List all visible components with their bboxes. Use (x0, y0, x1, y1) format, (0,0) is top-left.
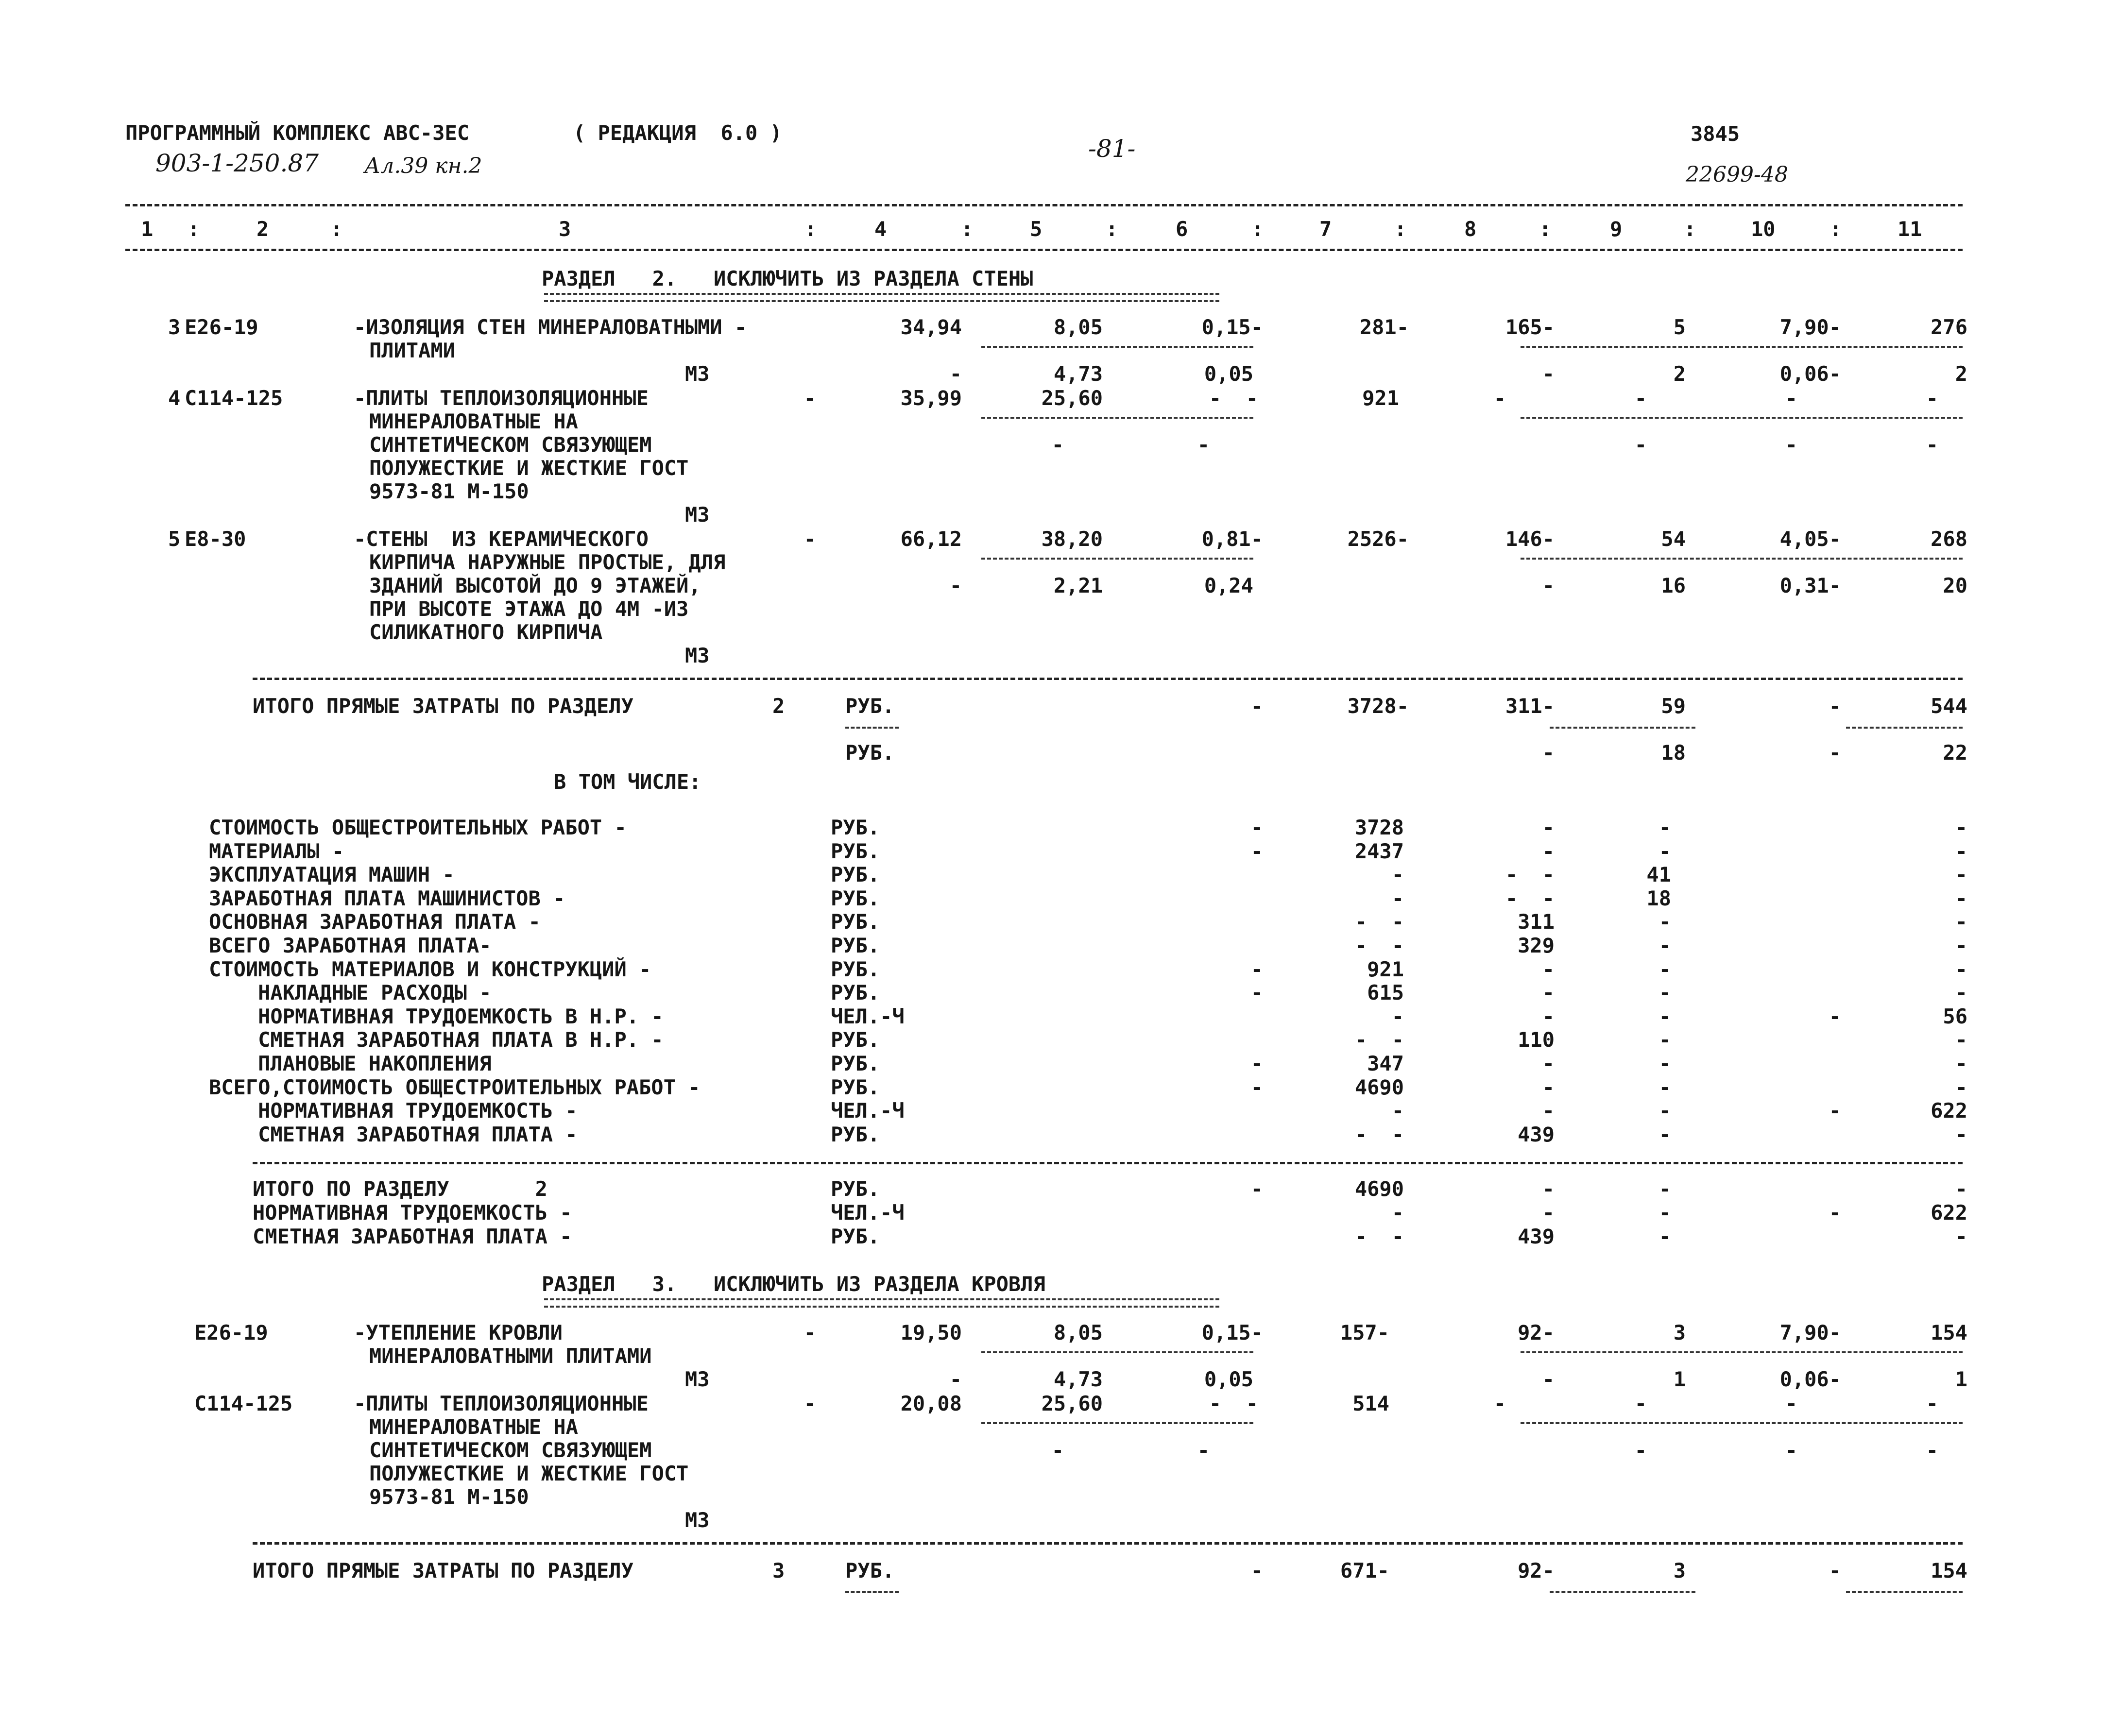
row-unit: РУБ. (831, 816, 880, 839)
cell-c11: 1 (1955, 1367, 1967, 1391)
col-header-8: 8 (1464, 217, 1477, 241)
col-sep: : (804, 217, 817, 241)
cell-c6: - (1197, 1438, 1210, 1462)
cell-c11: - (1926, 1438, 1938, 1462)
cell-c9: - (1634, 1392, 1647, 1415)
item-desc-line: 9573-81 М-150 (369, 479, 529, 503)
cell-c7: - (1391, 886, 1404, 910)
item-desc-line: -ИЗОЛЯЦИЯ СТЕН МИНЕРАЛОВАТНЫМИ - (354, 315, 747, 339)
cell-c4: - (949, 362, 962, 386)
item-desc-line: КИРПИЧА НАРУЖНЫЕ ПРОСТЫЕ, ДЛЯ (369, 550, 726, 574)
cell-c4: - (949, 1367, 962, 1391)
col-header-6: 6 (1176, 217, 1188, 241)
item-desc-line: -ПЛИТЫ ТЕПЛОИЗОЛЯЦИОННЫЕ (354, 1392, 649, 1415)
item-desc-line: СИНТЕТИЧЕСКОМ СВЯЗУЮЩЕМ (369, 433, 652, 457)
cell-c11: - (1955, 1075, 1967, 1099)
rule (1846, 727, 1963, 729)
cell-c9: 54 (1661, 527, 1686, 551)
cell-c9: - (1658, 839, 1671, 863)
cell-c8: 146- (1505, 527, 1555, 551)
cell-c7: 4690 (1354, 1177, 1404, 1201)
rule (1550, 727, 1695, 729)
including-label: В ТОМ ЧИСЛЕ: (554, 770, 701, 794)
cell-c10: - (1829, 741, 1841, 765)
cell-c10: - (1829, 1559, 1841, 1583)
row-label: ПЛАНОВЫЕ НАКОПЛЕНИЯ (209, 1052, 492, 1075)
col-sep: : (1829, 217, 1842, 241)
col-sep: : (1539, 217, 1552, 241)
rule (981, 1351, 1253, 1353)
col-sep: : (1394, 217, 1407, 241)
rule (1521, 346, 1963, 348)
cell-c8: - (1542, 1367, 1555, 1391)
cell-c5: 4,73 (1053, 1367, 1103, 1391)
row-label: МАТЕРИАЛЫ - (209, 839, 344, 863)
cell-c9: - (1658, 1028, 1671, 1052)
cell-c5: 8,05 (1053, 1321, 1103, 1345)
cell-c7: - - (1354, 910, 1404, 934)
cell-c8: - (1542, 1099, 1555, 1123)
cell-c9: - (1658, 816, 1671, 839)
rule (1521, 1351, 1963, 1353)
item-unit: М3 (685, 362, 710, 386)
cell-c7: - - (1354, 934, 1404, 957)
rule (981, 1422, 1253, 1424)
item-desc-line: ПОЛУЖЕСТКИЕ И ЖЕСТКИЕ ГОСТ (369, 1462, 689, 1485)
cell-c11: - (1955, 1052, 1967, 1075)
cell-c7: - (1391, 1004, 1404, 1028)
cell-c5: 25,60 (1041, 386, 1103, 410)
row-unit: РУБ. (831, 839, 880, 863)
cell-c4: 19,50 (900, 1321, 962, 1345)
row-unit: РУБ. (831, 1225, 880, 1248)
total-label: ИТОГО ПРЯМЫЕ ЗАТРАТЫ ПО РАЗДЕЛУ (253, 694, 633, 718)
cell-c8: 439 (1518, 1122, 1555, 1146)
rule (981, 417, 1253, 419)
row-unit: РУБ. (831, 981, 880, 1005)
header-rule-bottom (125, 249, 1963, 251)
cell-c11: - (1926, 386, 1938, 410)
section-2-title: РАЗДЕЛ 2. ИСКЛЮЧИТЬ ИЗ РАЗДЕЛА СТЕНЫ (542, 267, 1033, 290)
cell-c6: - (1250, 839, 1263, 863)
cell-c9: - (1658, 1099, 1671, 1123)
cell-c9: 3 (1673, 1559, 1686, 1583)
cell-c5: 2,21 (1053, 574, 1103, 597)
col-header-1: 1 (141, 217, 154, 241)
cell-c7: - - (1354, 1028, 1404, 1052)
row-unit: РУБ. (831, 910, 880, 934)
total-label: ИТОГО ПРЯМЫЕ ЗАТРАТЫ ПО РАЗДЕЛУ (253, 1559, 633, 1583)
cell-c8: - (1542, 1177, 1555, 1201)
cell-c8: 92- (1518, 1321, 1555, 1345)
cell-c9: 18 (1661, 741, 1686, 765)
doc-number: 3845 (1691, 122, 1740, 146)
cell-c11: 20 (1943, 574, 1967, 597)
col-sep: : (1106, 217, 1118, 241)
cell-c7: - - (1354, 1122, 1404, 1146)
cell-c9: - (1658, 1004, 1671, 1028)
cell-c9: - (1658, 910, 1671, 934)
cell-c9: 3 (1673, 1321, 1686, 1345)
cell-c6: 0,15- (1201, 1321, 1263, 1345)
cell-c4: 20,08 (900, 1392, 962, 1415)
rule (1550, 1591, 1695, 1593)
cell-c8: - (1542, 839, 1555, 863)
cell-c5: 38,20 (1041, 527, 1103, 551)
cell-c9: 59 (1661, 694, 1686, 718)
total-unit: РУБ. (845, 694, 895, 718)
row-unit: ЧЕЛ.-Ч (831, 1004, 905, 1028)
cell-c6: - (1250, 957, 1263, 981)
cell-c11: - (1955, 981, 1967, 1005)
cell-c10: 0,31- (1779, 574, 1841, 597)
cell-c7: 2437 (1354, 839, 1404, 863)
col-header-7: 7 (1319, 217, 1332, 241)
col-sep: : (961, 217, 974, 241)
cell-c7: 2526- (1347, 527, 1409, 551)
cell-c10: - (1785, 433, 1797, 457)
row-label: НОРМАТИВНАЯ ТРУДОЕМКОСТЬ - (209, 1099, 578, 1123)
row-unit: РУБ. (831, 957, 880, 981)
item-desc-line: МИНЕРАЛОВАТНЫМИ ПЛИТАМИ (369, 1344, 652, 1368)
item-unit: М3 (685, 1367, 710, 1391)
cell-c11: - (1955, 863, 1967, 887)
total-unit: РУБ. (845, 1559, 895, 1583)
cell-c7: - (1391, 863, 1404, 887)
row-label: НОРМАТИВНАЯ ТРУДОЕМКОСТЬ В Н.Р. - (209, 1004, 664, 1028)
cell-c7: 4690 (1354, 1075, 1404, 1099)
section-3-title: РАЗДЕЛ 3. ИСКЛЮЧИТЬ ИЗ РАЗДЕЛА КРОВЛЯ (542, 1272, 1045, 1296)
cell-c9: 2 (1673, 362, 1686, 386)
section-2-items-rule (253, 678, 1963, 680)
cell-c10: 4,05- (1779, 527, 1841, 551)
section-2-underline (544, 293, 1219, 302)
reg-number: 22699-48 (1686, 162, 1788, 187)
cell-c4: - (949, 574, 962, 597)
cell-c8: 439 (1518, 1225, 1555, 1248)
rate-code: Е8-30 (185, 527, 246, 551)
item-desc-line: ПЛИТАМИ (369, 339, 456, 362)
cell-c6: - (1250, 1559, 1263, 1583)
cell-c9: - (1658, 1075, 1671, 1099)
row-label: СМЕТНАЯ ЗАРАБОТНАЯ ПЛАТА В Н.Р. - (209, 1028, 664, 1052)
cell-c9: - (1634, 433, 1647, 457)
col-header-5: 5 (1030, 217, 1043, 241)
row-unit: РУБ. (831, 886, 880, 910)
total-section-number: 3 (772, 1559, 785, 1583)
cell-c7: - - (1354, 1225, 1404, 1248)
row-unit: РУБ. (831, 934, 880, 957)
cell-c10: - (1785, 1438, 1797, 1462)
cell-c8: - - (1505, 886, 1555, 910)
col-sep: : (330, 217, 343, 241)
item-number: 3 (168, 315, 181, 339)
cell-c10: 7,90- (1779, 1321, 1841, 1345)
cell-c5: 25,60 (1041, 1392, 1103, 1415)
cell-c5: 8,05 (1053, 315, 1103, 339)
cell-c5: - (1051, 433, 1064, 457)
album-label: Ал.39 кн.2 (364, 153, 482, 178)
cell-c8: - (1542, 1052, 1555, 1075)
cell-c9: 1 (1673, 1367, 1686, 1391)
cell-c10: - (1829, 694, 1841, 718)
cell-c6: 0,24 (1204, 574, 1253, 597)
rule (1521, 558, 1963, 560)
cell-c10: 0,06- (1779, 1367, 1841, 1391)
section-3-items-rule (253, 1542, 1963, 1545)
cell-c10: - (1829, 1201, 1841, 1225)
col-sep: : (1684, 217, 1696, 241)
row-unit: РУБ. (831, 863, 880, 887)
cell-c7: 921 (1362, 386, 1399, 410)
cell-c8: 311 (1518, 910, 1555, 934)
cell-c11: - (1955, 957, 1967, 981)
cell-c4: 34,94 (900, 315, 962, 339)
item-desc-line: ПОЛУЖЕСТКИЕ И ЖЕСТКИЕ ГОСТ (369, 456, 689, 480)
cell-c10: - (1785, 386, 1797, 410)
row-unit: РУБ. (831, 1122, 880, 1146)
cell-c6: 0,05 (1204, 1367, 1253, 1391)
cell-c7: 921 (1367, 957, 1404, 981)
cell-c6: 0,15- (1201, 315, 1263, 339)
cell-c9: 16 (1661, 574, 1686, 597)
row-label: СМЕТНАЯ ЗАРАБОТНАЯ ПЛАТА - (209, 1122, 578, 1146)
cell-c8: - (1542, 1075, 1555, 1099)
col-header-2: 2 (256, 217, 269, 241)
item-desc-line: МИНЕРАЛОВАТНЫЕ НА (369, 1415, 578, 1439)
cell-c9: 5 (1673, 315, 1686, 339)
cell-c8: - (1542, 816, 1555, 839)
program-title: ПРОГРАММНЫЙ КОМПЛЕКС АВС-3ЕС (125, 121, 470, 145)
cell-c11: 268 (1931, 527, 1967, 551)
cell-c7: - (1391, 1201, 1404, 1225)
cell-c8: - (1542, 362, 1555, 386)
cell-c11: - (1955, 1225, 1967, 1248)
cell-c9: - (1658, 934, 1671, 957)
row-label: СМЕТНАЯ ЗАРАБОТНАЯ ПЛАТА - (253, 1225, 572, 1248)
cell-c8: - (1542, 1004, 1555, 1028)
cell-c8: 110 (1518, 1028, 1555, 1052)
cell-c11: 154 (1931, 1321, 1967, 1345)
cell-c6: - (1250, 694, 1263, 718)
cell-c11: - (1955, 839, 1967, 863)
row-label: ЭКСПЛУАТАЦИЯ МАШИН - (209, 863, 455, 887)
cell-c8: 165- (1505, 315, 1555, 339)
cell-c11: 622 (1931, 1099, 1967, 1123)
item-desc-line: СИНТЕТИЧЕСКОМ СВЯЗУЮЩЕМ (369, 1438, 652, 1462)
rule (981, 558, 1253, 560)
cell-c8: - (1493, 1392, 1506, 1415)
total-unit: РУБ. (845, 741, 895, 765)
cell-c6: - - (1209, 386, 1258, 410)
item-desc-line: ПРИ ВЫСОТЕ ЭТАЖА ДО 4М -ИЗ (369, 597, 689, 621)
rate-code: Е26-19 (185, 315, 258, 339)
cell-c10: - (1785, 1392, 1797, 1415)
item-number: 5 (168, 527, 181, 551)
page-number: -81- (1088, 135, 1136, 163)
row-label: ЗАРАБОТНАЯ ПЛАТА МАШИНИСТОВ - (209, 886, 565, 910)
rate-code: С114-125 (194, 1392, 293, 1415)
cell-c9: 41 (1646, 863, 1671, 887)
row-label: НОРМАТИВНАЯ ТРУДОЕМКОСТЬ - (253, 1201, 572, 1225)
cell-c11: - (1955, 934, 1967, 957)
cell-c11: 154 (1931, 1559, 1967, 1583)
item-desc-line: -УТЕПЛЕНИЕ КРОВЛИ (354, 1321, 563, 1345)
cell-c3: - (804, 1321, 816, 1345)
rule (1846, 1591, 1963, 1593)
cell-c9: - (1634, 1438, 1647, 1462)
cell-c11: - (1955, 816, 1967, 839)
cell-c11: 22 (1943, 741, 1967, 765)
cell-c11: - (1955, 1177, 1967, 1201)
item-desc-line: МИНЕРАЛОВАТНЫЕ НА (369, 409, 578, 433)
row-label: ОСНОВНАЯ ЗАРАБОТНАЯ ПЛАТА - (209, 910, 541, 934)
row-label: ВСЕГО ЗАРАБОТНАЯ ПЛАТА- (209, 934, 492, 957)
row-label: НАКЛАДНЫЕ РАСХОДЫ - (209, 981, 492, 1005)
item-unit: М3 (685, 503, 710, 527)
cell-c8: - (1542, 981, 1555, 1005)
cell-c7: 514 (1352, 1392, 1389, 1415)
cell-c11: 56 (1943, 1004, 1967, 1028)
cell-c8: 92- (1518, 1559, 1555, 1583)
cell-c6: - - (1209, 1392, 1258, 1415)
item-desc-line: СИЛИКАТНОГО КИРПИЧА (369, 620, 603, 644)
total-section-number: 2 (772, 694, 785, 718)
edition-label: ( РЕДАКЦИЯ 6.0 ) (573, 121, 782, 145)
cell-c10: - (1829, 1099, 1841, 1123)
item-unit: М3 (685, 644, 710, 667)
cell-c10: 0,06- (1779, 362, 1841, 386)
col-header-9: 9 (1610, 217, 1623, 241)
cell-c10: 7,90- (1779, 315, 1841, 339)
cell-c11: 544 (1931, 694, 1967, 718)
cell-c9: - (1658, 957, 1671, 981)
cell-c8: 329 (1518, 934, 1555, 957)
cell-c6: - (1250, 1075, 1263, 1099)
rule (981, 346, 1253, 348)
cell-c6: - (1250, 816, 1263, 839)
cell-c9: - (1658, 981, 1671, 1005)
cell-c6: - (1250, 1052, 1263, 1075)
row-label: СТОИМОСТЬ МАТЕРИАЛОВ И КОНСТРУКЦИЙ - (209, 957, 651, 981)
row-unit: РУБ. (831, 1177, 880, 1201)
item-desc-line: 9573-81 М-150 (369, 1485, 529, 1509)
cell-c11: 622 (1931, 1201, 1967, 1225)
row-unit: РУБ. (831, 1028, 880, 1052)
col-header-4: 4 (874, 217, 887, 241)
cell-c4: 66,12 (900, 527, 962, 551)
col-sep: : (188, 217, 200, 241)
cell-c11: - (1926, 1392, 1938, 1415)
row-unit: РУБ. (831, 1075, 880, 1099)
item-unit: М3 (685, 1508, 710, 1532)
cell-c8: - (1542, 1201, 1555, 1225)
cell-c3: - (804, 1392, 816, 1415)
rate-code: С114-125 (185, 386, 283, 410)
row-label: ИТОГО ПО РАЗДЕЛУ 2 (253, 1177, 547, 1201)
row-unit: РУБ. (831, 1052, 880, 1075)
cell-c9: - (1658, 1201, 1671, 1225)
cell-c6: - (1250, 981, 1263, 1005)
cell-c9: - (1658, 1122, 1671, 1146)
cell-c11: - (1955, 1028, 1967, 1052)
row-label: ВСЕГО,СТОИМОСТЬ ОБЩЕСТРОИТЕЛЬНЫХ РАБОТ - (209, 1075, 701, 1099)
cell-c5: 4,73 (1053, 362, 1103, 386)
breakdown-rule (253, 1162, 1963, 1164)
col-sep: : (1251, 217, 1264, 241)
cell-c11: 2 (1955, 362, 1967, 386)
cell-c3: - (804, 527, 816, 551)
cell-c9: - (1658, 1225, 1671, 1248)
cell-c7: 615 (1367, 981, 1404, 1005)
cell-c3: - (804, 386, 816, 410)
cell-c8: - (1542, 574, 1555, 597)
cell-c6: 0,05 (1204, 362, 1253, 386)
header-rule-top (125, 204, 1963, 206)
cell-c9: 18 (1646, 886, 1671, 910)
rule (845, 1591, 899, 1593)
col-header-11: 11 (1898, 217, 1922, 241)
cell-c11: - (1926, 433, 1938, 457)
cell-c11: - (1955, 1122, 1967, 1146)
cell-c10: - (1829, 1004, 1841, 1028)
row-label: СТОИМОСТЬ ОБЩЕСТРОИТЕЛЬНЫХ РАБОТ - (209, 816, 627, 839)
cell-c6: - (1197, 433, 1210, 457)
col-header-3: 3 (559, 217, 571, 241)
cell-c7: 157- (1340, 1321, 1389, 1345)
cell-c9: - (1658, 1177, 1671, 1201)
row-unit: ЧЕЛ.-Ч (831, 1201, 905, 1225)
cell-c9: - (1658, 1052, 1671, 1075)
rule (1521, 1422, 1963, 1424)
cell-c5: - (1051, 1438, 1064, 1462)
cell-c6: 0,81- (1201, 527, 1263, 551)
item-number: 4 (168, 386, 181, 410)
item-desc-line: -ПЛИТЫ ТЕПЛОИЗОЛЯЦИОННЫЕ (354, 386, 649, 410)
cell-c8: 311- (1505, 694, 1555, 718)
section-3-underline (544, 1298, 1219, 1308)
rule (1521, 417, 1963, 419)
cell-c9: - (1634, 386, 1647, 410)
cell-c7: 3728 (1354, 816, 1404, 839)
cell-c7: 671- (1340, 1559, 1389, 1583)
cell-c7: 3728- (1347, 694, 1409, 718)
cell-c8: - (1542, 957, 1555, 981)
project-code: 903-1-250.87 (155, 149, 319, 177)
cell-c8: - (1542, 741, 1555, 765)
rate-code: Е26-19 (194, 1321, 268, 1345)
cell-c8: - - (1505, 863, 1555, 887)
col-header-10: 10 (1751, 217, 1776, 241)
item-desc-line: -СТЕНЫ ИЗ КЕРАМИЧЕСКОГО (354, 527, 649, 551)
item-desc-line: ЗДАНИЙ ВЫСОТОЙ ДО 9 ЭТАЖЕЙ, (369, 574, 701, 597)
cell-c11: 276 (1931, 315, 1967, 339)
cell-c4: 35,99 (900, 386, 962, 410)
cell-c7: 347 (1367, 1052, 1404, 1075)
cell-c7: 281- (1359, 315, 1409, 339)
cell-c6: - (1250, 1177, 1263, 1201)
cell-c11: - (1955, 886, 1967, 910)
cell-c8: - (1493, 386, 1506, 410)
rule (845, 727, 899, 729)
row-unit: ЧЕЛ.-Ч (831, 1099, 905, 1123)
cell-c11: - (1955, 910, 1967, 934)
cell-c7: - (1391, 1099, 1404, 1123)
